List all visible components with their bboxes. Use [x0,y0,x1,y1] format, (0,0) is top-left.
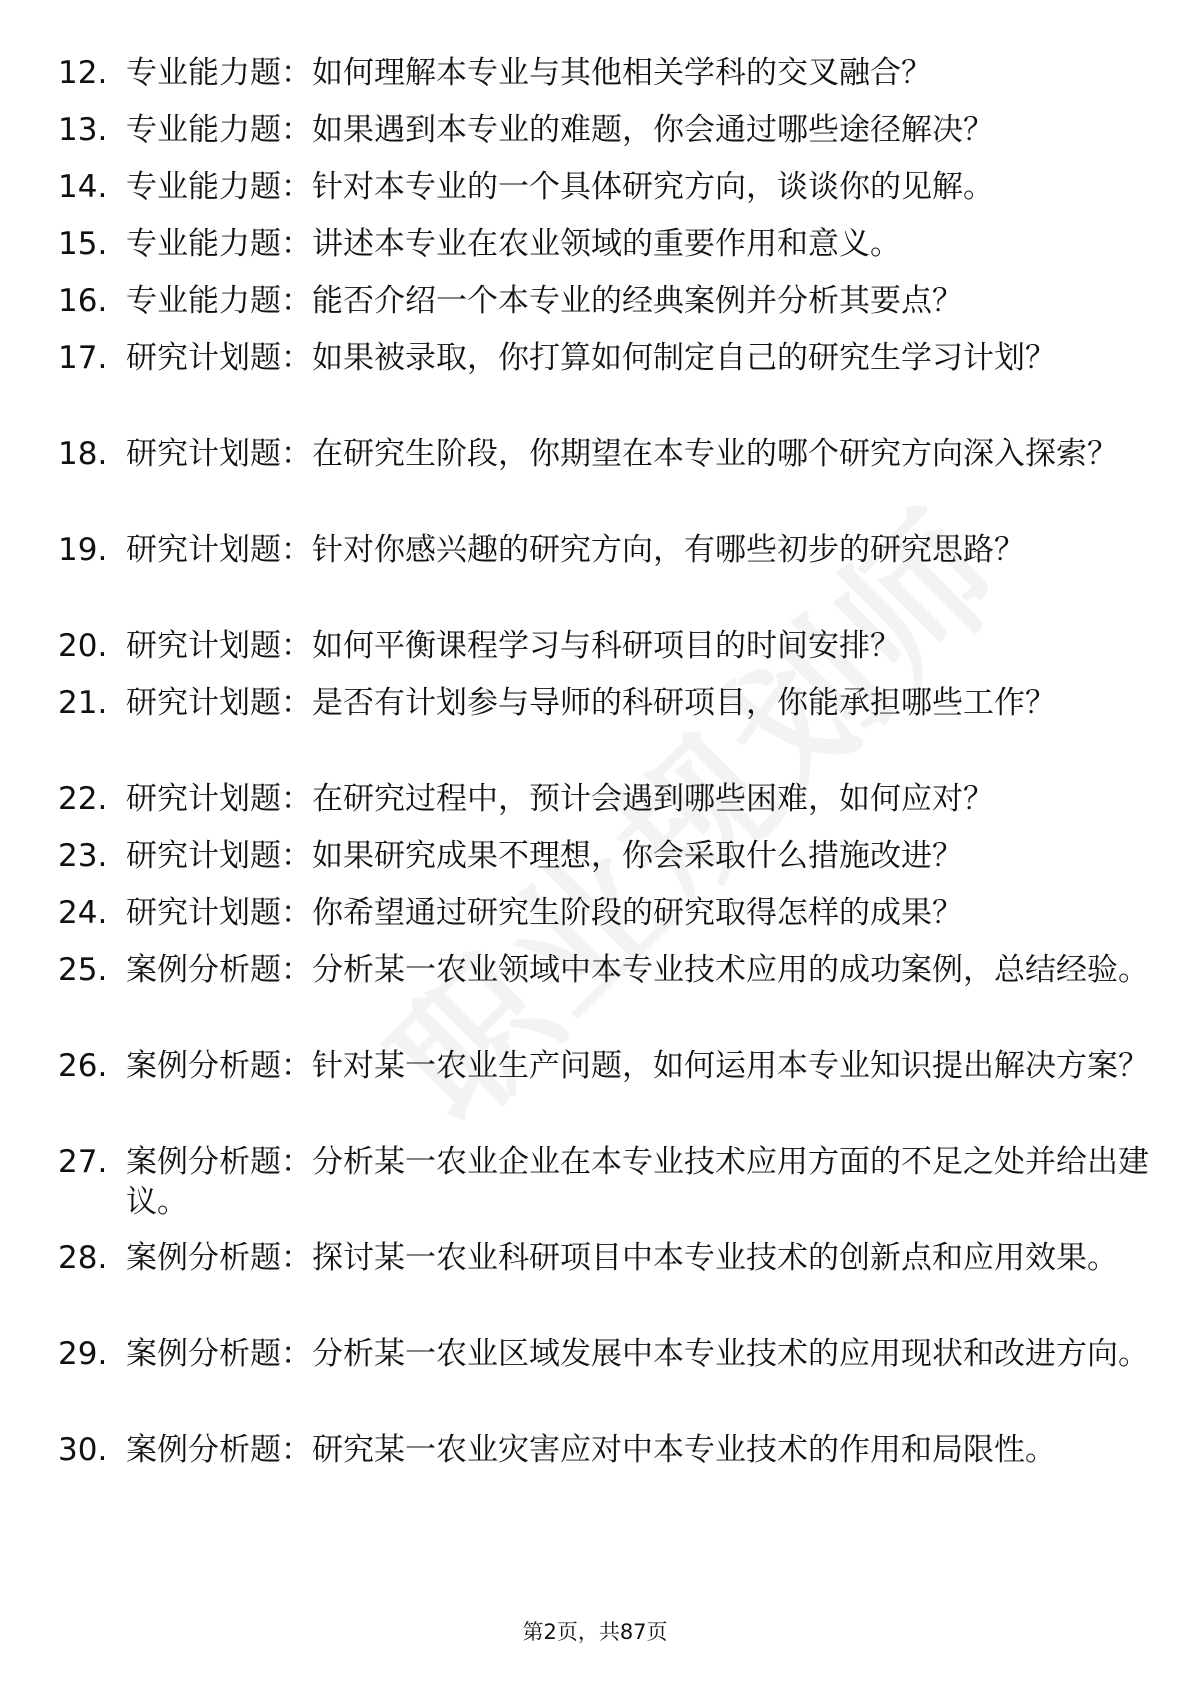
item-text: 能否介绍一个本专业的经典案例并分析其要点？ [312,283,963,319]
item-category: 案例分析题： [126,1240,312,1276]
item-category: 专业能力题： [126,169,312,205]
item-body [126,779,1161,819]
item-body [126,53,1161,93]
item-text: 你希望通过研究生阶段的研究取得怎样的成果？ [312,895,963,931]
item-category: 研究计划题： [126,628,312,664]
item-body [126,683,1161,723]
item-category: 研究计划题： [126,895,312,931]
item-text: 针对本专业的一个具体研究方向，谈谈你的见解。 [312,169,994,205]
item-number: 16. [58,283,108,319]
item-text: 如果研究成果不理想，你会采取什么措施改进？ [312,838,963,874]
item-text: 探讨某一农业科研项目中本专业技术的创新点和应用效果。 [312,1240,1118,1276]
item-category: 研究计划题： [126,532,312,568]
item-category: 案例分析题： [126,1144,312,1180]
item-number: 15. [58,226,108,262]
item-text: 讲述本专业在农业领域的重要作用和意义。 [312,226,901,262]
item-body [126,626,1161,666]
item-body [126,1238,1161,1278]
item-number: 20. [58,628,108,664]
item-category: 研究计划题： [126,685,312,721]
item-body [126,893,1161,933]
item-text: 在研究生阶段，你期望在本专业的哪个研究方向深入探索？ [312,436,1118,472]
item-body [126,281,1161,321]
item-number: 12. [58,55,108,91]
item-number: 13. [58,112,108,148]
page-indicator: 第2页，共87页 [522,1620,668,1644]
item-text: 分析某一农业企业在本专业技术应用方面的不足之处并给出建议。 [126,1144,1149,1220]
item-text: 针对你感兴趣的研究方向，有哪些初步的研究思路？ [312,532,1025,568]
item-category: 案例分析题： [126,1432,312,1468]
item-body [126,224,1161,264]
item-number: 17. [58,340,108,376]
item-category: 研究计划题： [126,781,312,817]
item-text: 是否有计划参与导师的科研项目，你能承担哪些工作？ [312,685,1056,721]
item-number: 28. [58,1240,108,1276]
item-text: 如果遇到本专业的难题，你会通过哪些途径解决？ [312,112,994,148]
item-text: 研究某一农业灾害应对中本专业技术的作用和局限性。 [312,1432,1056,1468]
item-text: 如果被录取，你打算如何制定自己的研究生学习计划？ [312,340,1056,376]
item-number: 29. [58,1336,108,1372]
item-number: 19. [58,532,108,568]
item-number: 23. [58,838,108,874]
item-number: 27. [58,1144,108,1180]
item-text: 分析某一农业区域发展中本专业技术的应用现状和改进方向。 [312,1336,1149,1372]
item-category: 研究计划题： [126,838,312,874]
item-text: 针对某一农业生产问题，如何运用本专业知识提出解决方案？ [312,1048,1149,1084]
item-category: 案例分析题： [126,952,312,988]
item-text: 如何平衡课程学习与科研项目的时间安排？ [312,628,901,664]
item-body [126,434,1161,474]
item-body [126,1334,1161,1374]
item-text: 在研究过程中，预计会遇到哪些困难，如何应对？ [312,781,994,817]
item-category: 案例分析题： [126,1048,312,1084]
item-body [126,836,1161,876]
item-number: 25. [58,952,108,988]
page-footer [0,1618,1190,1646]
item-number: 24. [58,895,108,931]
item-body [126,167,1161,207]
item-category: 专业能力题： [126,112,312,148]
item-number: 18. [58,436,108,472]
item-body [126,1046,1161,1086]
item-number: 14. [58,169,108,205]
item-category: 专业能力题： [126,226,312,262]
item-number: 26. [58,1048,108,1084]
item-number: 21. [58,685,108,721]
item-number: 22. [58,781,108,817]
item-number: 30. [58,1432,108,1468]
item-body [126,950,1161,990]
item-category: 专业能力题： [126,55,312,91]
item-body [126,1430,1161,1470]
item-text: 分析某一农业领域中本专业技术应用的成功案例，总结经验。 [312,952,1149,988]
item-category: 案例分析题： [126,1336,312,1372]
item-body [126,1142,1161,1222]
item-category: 研究计划题： [126,340,312,376]
item-category: 专业能力题： [126,283,312,319]
item-text: 如何理解本专业与其他相关学科的交叉融合？ [312,55,932,91]
item-category: 研究计划题： [126,436,312,472]
item-body [126,338,1161,378]
item-body [126,110,1161,150]
item-body [126,530,1161,570]
